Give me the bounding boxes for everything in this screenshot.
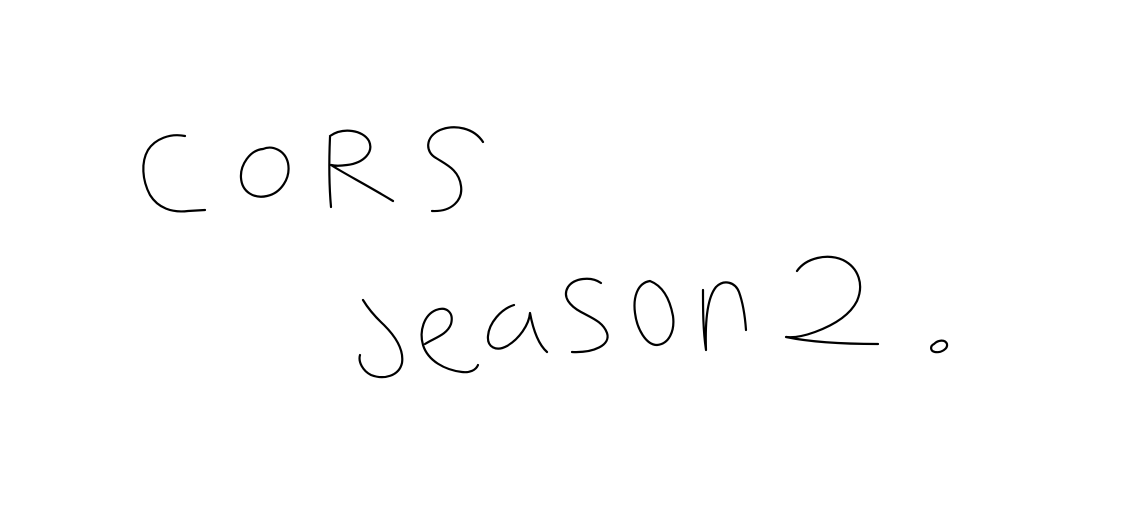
- period-mark: [931, 341, 947, 353]
- letter-o-lower: [635, 281, 674, 345]
- letter-n: [703, 282, 746, 350]
- letter-e: [422, 309, 478, 372]
- letter-a-first: [488, 305, 547, 352]
- letter-r-stem: [329, 137, 331, 207]
- letter-c: [143, 135, 205, 211]
- letter-r-bowl: [330, 131, 393, 201]
- letter-s-first: [428, 127, 483, 211]
- letter-s-second: [566, 279, 608, 352]
- letter-s-lower: [360, 300, 403, 377]
- digit-2: [786, 257, 878, 344]
- letter-o: [241, 148, 289, 197]
